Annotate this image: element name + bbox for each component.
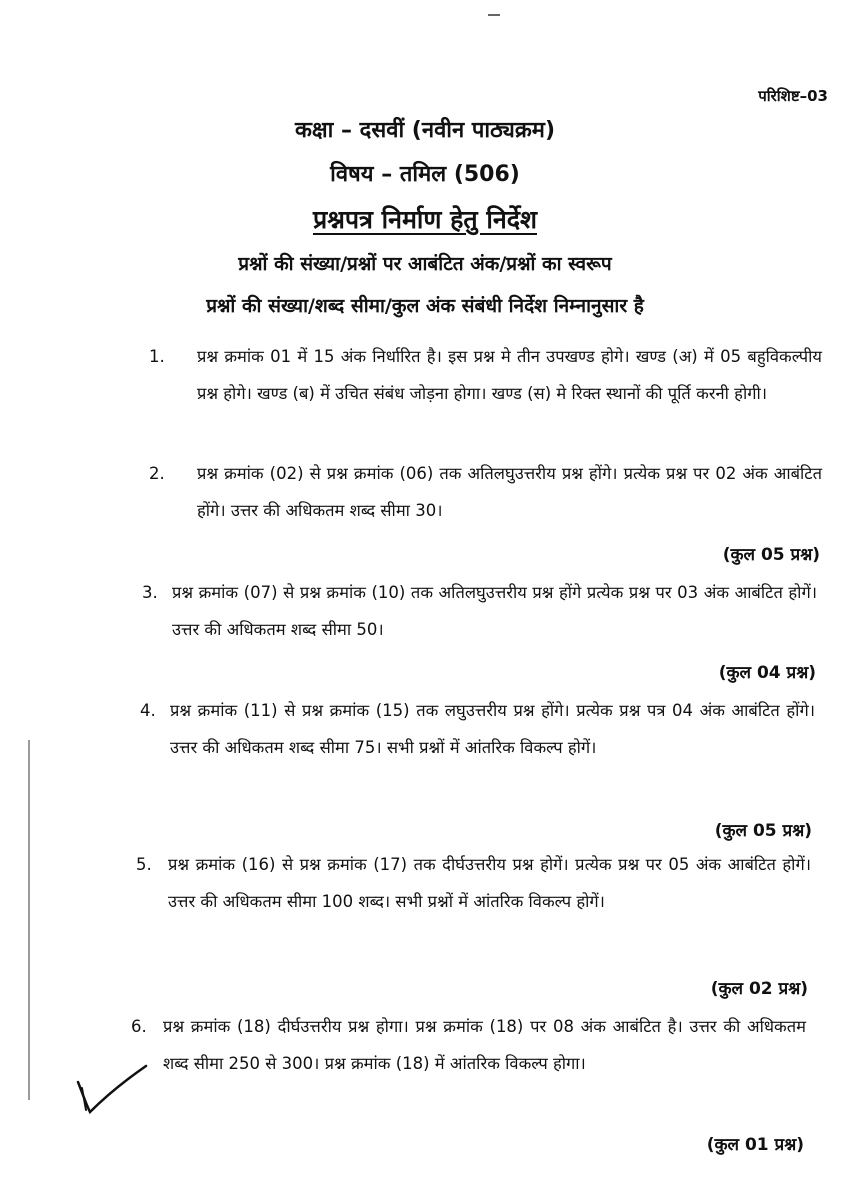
item-total-6: (कुल 01 प्रश्न) xyxy=(706,1135,804,1155)
check-mark-icon xyxy=(72,1062,152,1122)
item-number: 2. xyxy=(149,464,165,483)
instruction-item-2 xyxy=(149,455,822,529)
subheading-1: प्रश्नों की संख्या/प्रश्नों पर आबंटित अंक/प्रश्नों का स्वरूप xyxy=(238,253,612,275)
subheading-2: प्रश्नों की संख्या/शब्द सीमा/कुल अंक संबंधी निर्देश निम्नानुसार है xyxy=(206,295,644,317)
instruction-item-6 xyxy=(131,1008,806,1082)
margin-line xyxy=(28,740,30,1100)
item-number: 1. xyxy=(149,347,165,366)
instruction-item-5 xyxy=(136,846,811,920)
appendix-label: परिशिष्ट–03 xyxy=(758,87,828,105)
item-total-2: (कुल 05 प्रश्न) xyxy=(722,545,820,565)
item-text: प्रश्न क्रमांक (07) से प्रश्न क्रमांक (10) तक अतिलघुउत्तरीय प्रश्न होंगे प्रत्येक प्रश्न पर 03 अंक आबंटित होगें। उत्तर की अधिकतम शब्द सीमा 50। xyxy=(172,583,817,639)
instruction-item-3 xyxy=(142,574,817,648)
item-text: प्रश्न क्रमांक (02) से प्रश्न क्रमांक (06) तक अतिलघुउत्तरीय प्रश्न होंगे। प्रत्येक प्रश्न पर 02 अंक आबंटित होंगे। उत्तर की अधिकतम शब्द सीमा 30। xyxy=(197,464,822,520)
item-number: 5. xyxy=(136,855,152,874)
instruction-item-4 xyxy=(140,692,815,766)
item-text: प्रश्न क्रमांक (16) से प्रश्न क्रमांक (17) तक दीर्घउत्तरीय प्रश्न होगें। प्रत्येक प्रश्न पर 05 अंक आबंटित होगें। उत्तर की अधिकतम सीमा 100 शब्द। सभी प्रश्नों में आंतरिक विकल्प होगें। xyxy=(168,855,811,911)
page-title: प्रश्नपत्र निर्माण हेतु निर्देश xyxy=(312,205,537,234)
subject-line: विषय – तमिल (506) xyxy=(330,162,520,187)
scan-mark xyxy=(488,14,500,16)
item-total-3: (कुल 04 प्रश्न) xyxy=(718,663,816,683)
item-text: प्रश्न क्रमांक 01 में 15 अंक निर्धारित है। इस प्रश्न मे तीन उपखण्ड होगे। खण्ड (अ) में 05 बहुविकल्पीय प्रश्न होगे। खण्ड (ब) में उचित संबंध जोड़ना होगा। खण्ड (स) मे रिक्त स्थानों की पूर्ति करनी होगी। xyxy=(197,347,822,403)
item-total-5: (कुल 02 प्रश्न) xyxy=(710,979,808,999)
class-line: कक्षा – दसवीं (नवीन पाठ्यक्रम) xyxy=(294,118,556,143)
item-text: प्रश्न क्रमांक (11) से प्रश्न क्रमांक (15) तक लघुउत्तरीय प्रश्न होंगे। प्रत्येक प्रश्न पत्र 04 अंक आबंटित होंगे। उत्तर की अधिकतम शब्द सीमा 75। सभी प्रश्नों में आंतरिक विकल्प होगें। xyxy=(170,701,815,757)
item-text: प्रश्न क्रमांक (18) दीर्घउत्तरीय प्रश्न होगा। प्रश्न क्रमांक (18) पर 08 अंक आबंटित है। उत्तर की अधिकतम शब्द सीमा 250 से 300। प्रश्न क्रमांक (18) में आंतरिक विकल्प होगा। xyxy=(163,1017,806,1073)
item-number: 6. xyxy=(131,1017,147,1036)
item-number: 3. xyxy=(142,583,158,602)
item-total-4: (कुल 05 प्रश्न) xyxy=(714,821,812,841)
instruction-item-1 xyxy=(149,338,822,412)
item-number: 4. xyxy=(140,701,156,720)
